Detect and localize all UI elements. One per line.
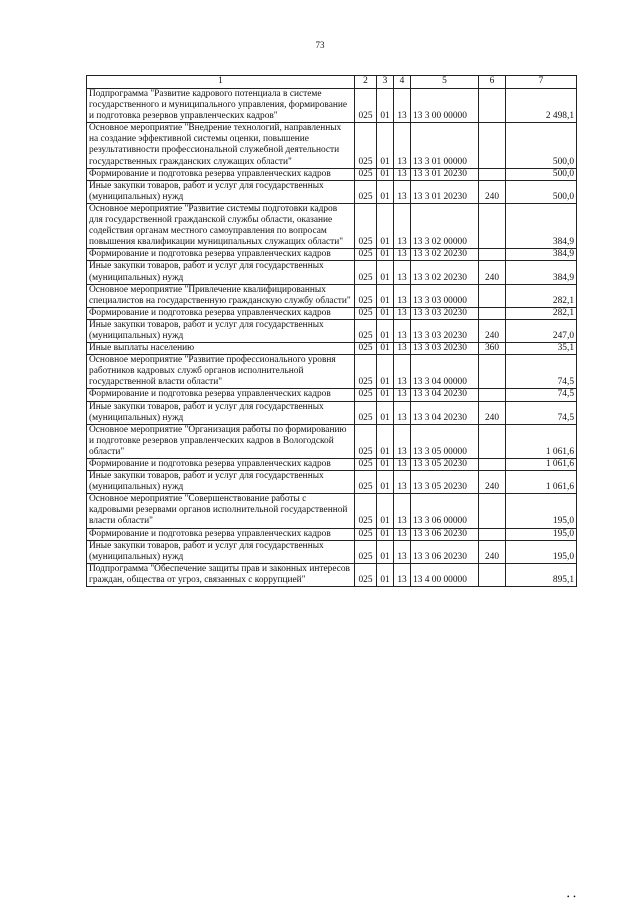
row-grbs-code: 025 (355, 343, 377, 355)
row-amount: 35,1 (506, 343, 577, 355)
row-subsection-code: 13 (394, 180, 411, 203)
row-grbs-code: 025 (355, 563, 377, 586)
row-name: Иные закупки товаров, работ и услуг для государственных (муниципальных) нужд (87, 319, 355, 342)
table-row (87, 401, 577, 424)
row-name: Основное мероприятие "Совершенствование работы с кадровыми резервами органов исполнительной государственной власти области" (87, 494, 355, 528)
row-expense-type (479, 203, 506, 248)
row-subsection-code: 13 (394, 343, 411, 355)
row-target-article: 13 3 01 20230 (411, 168, 479, 180)
row-name: Иные закупки товаров, работ и услуг для государственных (муниципальных) нужд (87, 180, 355, 203)
row-expense-type: 240 (479, 180, 506, 203)
row-grbs-code: 025 (355, 123, 377, 168)
row-amount: 384,9 (506, 261, 577, 284)
row-name: Основное мероприятие "Привлечение квалифицированных специалистов на государственную гражданскую службу области" (87, 284, 355, 307)
row-subsection-code: 13 (394, 261, 411, 284)
row-amount: 1 061,6 (506, 424, 577, 458)
row-grbs-code: 025 (355, 540, 377, 563)
row-amount: 1 061,6 (506, 459, 577, 471)
row-subsection-code: 13 (394, 540, 411, 563)
header-cell-4: 4 (394, 76, 411, 89)
row-name: Формирование и подготовка резерва управленческих кадров (87, 389, 355, 401)
row-name: Формирование и подготовка резерва управленческих кадров (87, 168, 355, 180)
row-expense-type (479, 528, 506, 540)
row-subsection-code: 13 (394, 168, 411, 180)
row-expense-type (479, 307, 506, 319)
row-name: Подпрограмма "Развитие кадрового потенциала в системе государственного и муниципального управления, формирование и подготовка резервов управленческих кадров" (87, 89, 355, 123)
row-name: Подпрограмма "Обеспечение защиты прав и законных интересов граждан, общества от угроз, связанных с коррупцией" (87, 563, 355, 586)
row-section-code: 01 (377, 471, 394, 494)
row-grbs-code: 025 (355, 528, 377, 540)
table-row (87, 459, 577, 471)
row-expense-type (479, 494, 506, 528)
row-section-code: 01 (377, 203, 394, 248)
row-expense-type (479, 89, 506, 123)
row-amount: 195,0 (506, 528, 577, 540)
row-expense-type (479, 249, 506, 261)
row-section-code: 01 (377, 563, 394, 586)
row-grbs-code: 025 (355, 471, 377, 494)
table-row (87, 123, 577, 168)
row-amount: 195,0 (506, 540, 577, 563)
row-expense-type (479, 355, 506, 389)
row-grbs-code: 025 (355, 494, 377, 528)
header-cell-5: 5 (411, 76, 479, 89)
row-expense-type: 240 (479, 401, 506, 424)
corner-mark: • • (567, 893, 577, 901)
row-subsection-code: 13 (394, 123, 411, 168)
row-target-article: 13 3 03 20230 (411, 307, 479, 319)
row-section-code: 01 (377, 528, 394, 540)
row-amount: 74,5 (506, 355, 577, 389)
row-section-code: 01 (377, 89, 394, 123)
row-target-article: 13 3 02 20230 (411, 261, 479, 284)
row-expense-type: 240 (479, 261, 506, 284)
table-row (87, 540, 577, 563)
row-section-code: 01 (377, 424, 394, 458)
row-expense-type (479, 389, 506, 401)
table-row (87, 307, 577, 319)
row-name: Основное мероприятие "Развитие системы подготовки кадров для государственной гражданской службы области, оказание содействия органам местного самоуправления по вопросам повышения квалификации муниципальных служащих области" (87, 203, 355, 248)
header-cell-1: 1 (87, 76, 355, 89)
row-name: Иные закупки товаров, работ и услуг для государственных (муниципальных) нужд (87, 261, 355, 284)
row-name: Основное мероприятие "Организация работы по формированию и подготовке резервов управленческих кадров в Вологодской области" (87, 424, 355, 458)
row-amount: 500,0 (506, 168, 577, 180)
header-cell-6: 6 (479, 76, 506, 89)
header-cell-7: 7 (506, 76, 577, 89)
table-row (87, 528, 577, 540)
row-name: Иные выплаты населению (87, 343, 355, 355)
row-target-article: 13 3 01 20230 (411, 180, 479, 203)
page-number: 73 (315, 40, 325, 50)
table-row (87, 168, 577, 180)
row-subsection-code: 13 (394, 459, 411, 471)
row-section-code: 01 (377, 261, 394, 284)
row-section-code: 01 (377, 355, 394, 389)
row-target-article: 13 3 01 00000 (411, 123, 479, 168)
row-grbs-code: 025 (355, 307, 377, 319)
row-target-article: 13 4 00 00000 (411, 563, 479, 586)
row-amount: 384,9 (506, 203, 577, 248)
row-grbs-code: 025 (355, 203, 377, 248)
row-section-code: 01 (377, 319, 394, 342)
row-expense-type (479, 459, 506, 471)
row-amount: 74,5 (506, 389, 577, 401)
row-expense-type: 240 (479, 319, 506, 342)
table-row (87, 284, 577, 307)
row-amount: 195,0 (506, 494, 577, 528)
row-target-article: 13 3 04 00000 (411, 355, 479, 389)
row-grbs-code: 025 (355, 261, 377, 284)
table-row (87, 261, 577, 284)
row-section-code: 01 (377, 249, 394, 261)
row-grbs-code: 025 (355, 389, 377, 401)
row-grbs-code: 025 (355, 89, 377, 123)
row-grbs-code: 025 (355, 249, 377, 261)
table-row (87, 180, 577, 203)
row-name: Основное мероприятие "Внедрение технологий, направленных на создание эффективной системы оценки, повышение результативности профессиональной служебной деятельности государственных гражданских служащих области" (87, 123, 355, 168)
row-target-article: 13 3 04 20230 (411, 401, 479, 424)
row-target-article: 13 3 06 00000 (411, 494, 479, 528)
header-cell-3: 3 (377, 76, 394, 89)
row-expense-type (479, 424, 506, 458)
row-target-article: 13 3 02 20230 (411, 249, 479, 261)
table-row (87, 249, 577, 261)
row-target-article: 13 3 06 20230 (411, 540, 479, 563)
row-section-code: 01 (377, 284, 394, 307)
row-amount: 500,0 (506, 180, 577, 203)
row-subsection-code: 13 (394, 355, 411, 389)
row-target-article: 13 3 03 20230 (411, 343, 479, 355)
row-grbs-code: 025 (355, 284, 377, 307)
row-subsection-code: 13 (394, 89, 411, 123)
row-subsection-code: 13 (394, 307, 411, 319)
row-target-article: 13 3 05 00000 (411, 424, 479, 458)
row-amount: 74,5 (506, 401, 577, 424)
row-subsection-code: 13 (394, 424, 411, 458)
row-expense-type: 240 (479, 540, 506, 563)
row-grbs-code: 025 (355, 319, 377, 342)
row-expense-type (479, 168, 506, 180)
table-row (87, 389, 577, 401)
table-row (87, 424, 577, 458)
table-row (87, 319, 577, 342)
row-section-code: 01 (377, 180, 394, 203)
row-amount: 895,1 (506, 563, 577, 586)
row-subsection-code: 13 (394, 389, 411, 401)
table-body (87, 89, 577, 587)
row-section-code: 01 (377, 389, 394, 401)
row-amount: 500,0 (506, 123, 577, 168)
budget-table (86, 75, 577, 587)
row-amount: 2 498,1 (506, 89, 577, 123)
row-name: Формирование и подготовка резерва управленческих кадров (87, 459, 355, 471)
row-target-article: 13 3 03 00000 (411, 284, 479, 307)
row-amount: 282,1 (506, 307, 577, 319)
row-name: Иные закупки товаров, работ и услуг для государственных (муниципальных) нужд (87, 401, 355, 424)
row-name: Формирование и подготовка резерва управленческих кадров (87, 307, 355, 319)
row-subsection-code: 13 (394, 494, 411, 528)
row-section-code: 01 (377, 401, 394, 424)
row-section-code: 01 (377, 494, 394, 528)
row-expense-type (479, 123, 506, 168)
row-section-code: 01 (377, 307, 394, 319)
table-row (87, 471, 577, 494)
row-name: Формирование и подготовка резерва управленческих кадров (87, 249, 355, 261)
row-expense-type: 360 (479, 343, 506, 355)
row-subsection-code: 13 (394, 471, 411, 494)
row-amount: 1 061,6 (506, 471, 577, 494)
row-grbs-code: 025 (355, 355, 377, 389)
table-row (87, 494, 577, 528)
row-subsection-code: 13 (394, 249, 411, 261)
row-section-code: 01 (377, 540, 394, 563)
row-grbs-code: 025 (355, 180, 377, 203)
row-target-article: 13 3 02 00000 (411, 203, 479, 248)
row-name: Основное мероприятие "Развитие профессионального уровня работников кадровых служб органов исполнительной государственной власти области" (87, 355, 355, 389)
row-subsection-code: 13 (394, 528, 411, 540)
row-name: Иные закупки товаров, работ и услуг для государственных (муниципальных) нужд (87, 540, 355, 563)
row-target-article: 13 3 04 20230 (411, 389, 479, 401)
row-subsection-code: 13 (394, 203, 411, 248)
row-name: Формирование и подготовка резерва управленческих кадров (87, 528, 355, 540)
table-row (87, 563, 577, 586)
row-name: Иные закупки товаров, работ и услуг для государственных (муниципальных) нужд (87, 471, 355, 494)
header-cell-2: 2 (355, 76, 377, 89)
row-amount: 282,1 (506, 284, 577, 307)
row-grbs-code: 025 (355, 168, 377, 180)
row-subsection-code: 13 (394, 563, 411, 586)
row-expense-type (479, 563, 506, 586)
row-grbs-code: 025 (355, 424, 377, 458)
row-target-article: 13 3 05 20230 (411, 459, 479, 471)
row-amount: 247,0 (506, 319, 577, 342)
row-expense-type: 240 (479, 471, 506, 494)
row-target-article: 13 3 03 20230 (411, 319, 479, 342)
row-target-article: 13 3 05 20230 (411, 471, 479, 494)
table-row (87, 203, 577, 248)
row-subsection-code: 13 (394, 284, 411, 307)
row-subsection-code: 13 (394, 319, 411, 342)
row-section-code: 01 (377, 343, 394, 355)
row-subsection-code: 13 (394, 401, 411, 424)
table-header-row (87, 76, 577, 89)
table-row (87, 343, 577, 355)
row-section-code: 01 (377, 168, 394, 180)
row-amount: 384,9 (506, 249, 577, 261)
row-grbs-code: 025 (355, 401, 377, 424)
row-target-article: 13 3 06 20230 (411, 528, 479, 540)
table-row (87, 355, 577, 389)
row-target-article: 13 3 00 00000 (411, 89, 479, 123)
row-section-code: 01 (377, 123, 394, 168)
row-section-code: 01 (377, 459, 394, 471)
row-expense-type (479, 284, 506, 307)
row-grbs-code: 025 (355, 459, 377, 471)
table-row (87, 89, 577, 123)
